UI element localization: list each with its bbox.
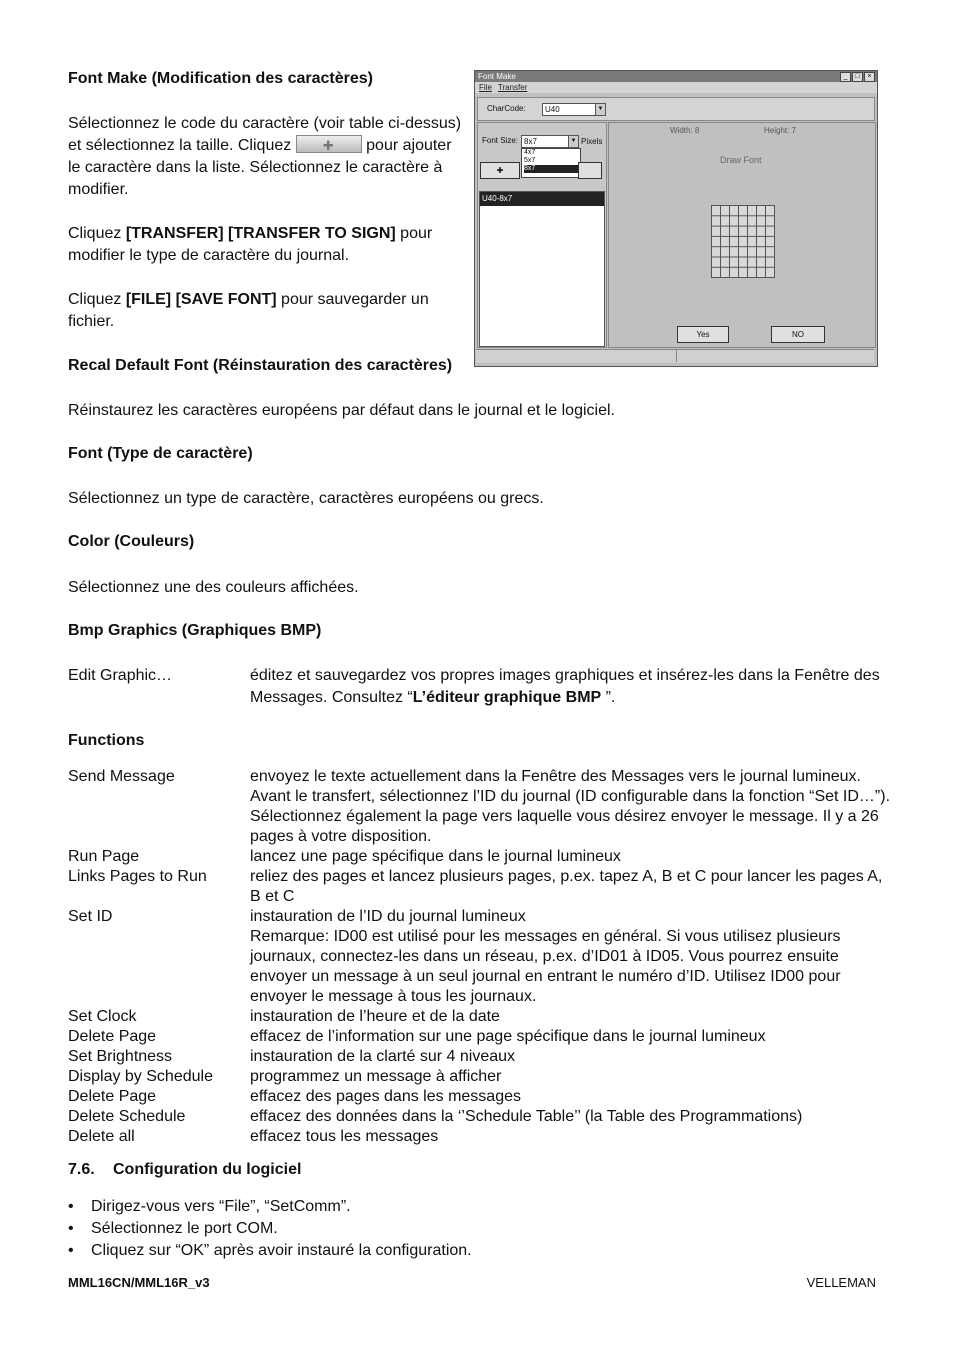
chevron-down-icon: ▼ [595,104,605,115]
function-description [250,1007,890,1027]
function-term: Links Pages to Run [68,868,207,885]
config-bullet-text: Sélectionnez le port COM. [91,1220,278,1237]
function-description-line: reliez des pages et lancez plusieurs pages, p.ex. tapez A, B et C pour lancer les pages A, [250,868,883,885]
minimize-icon: _ [840,72,851,82]
add-character-button-image [296,135,362,153]
function-description-line: instauration de l’ID du journal lumineux [250,908,526,925]
window-menubar [475,82,877,93]
menu-transfer: Transfer [497,83,528,92]
function-description [250,907,890,1007]
pixels-label: Pixels [581,137,603,146]
function-description-line: pages à votre disposition. [250,828,432,845]
function-description-line: envoyer le message à tous les journaux. [250,988,537,1005]
config-bullet-item [68,1196,472,1218]
bmp-desc-post: ”. [601,689,616,706]
function-description-line: instauration de la clarté sur 4 niveaux [250,1048,516,1065]
charcode-select [542,103,606,116]
fontmake-p1-line3: le caractère dans la liste. Sélectionnez le caractère à [68,159,443,176]
config-bullet-item [68,1218,472,1240]
charcode-value: U40 [545,105,560,114]
function-description [250,1027,890,1047]
config-bullet-text: Dirigez-vous vers “File”, “SetComm”. [91,1198,351,1215]
fontmake-p1-line2b: pour ajouter [366,137,452,154]
bmp-desc-line1: éditez et sauvegardez vos propres images graphiques et insérez-les dans la Fenêtre des [250,667,880,684]
function-description [250,867,890,907]
p3-bold: [FILE] [SAVE FONT] [125,291,277,308]
config-bullet-text: Cliquez sur “OK” après avoir instauré la configuration. [91,1242,472,1259]
function-description [250,767,890,847]
config-bullet-item [68,1240,472,1262]
bmp-desc-pre: Messages. Consultez “ [250,689,413,706]
function-description-line: Sélectionnez également la page vers laquelle vous désirez envoyer le message. Il y a 26 [250,808,879,825]
bullet-icon: • [68,1242,74,1259]
function-description-line: instauration de l’heure et de la date [250,1008,500,1025]
close-icon: × [864,72,875,82]
config-heading: Configuration du logiciel [113,1161,302,1178]
fontsize-option: 4x7 [524,149,536,156]
function-description-line: programmez un message à afficher [250,1068,502,1085]
fontmake-p1-line2: et sélectionnez la taille. Cliquez [68,137,292,154]
height-label: Height: 7 [764,126,797,135]
fontmake-heading: Font Make (Modification des caractères) [68,70,373,87]
function-description-line: journaux, connectez-les dans un réseau, p.ex. d’ID01 à ID05. Vous pourrez ensuite [250,948,839,965]
fontmake-paragraph-3 [68,289,468,333]
font-text: Sélectionnez un type de caractère, caractères européens ou grecs. [68,490,544,507]
function-description [250,1047,890,1067]
no-button: NO [771,326,825,343]
p2-bold: [TRANSFER] [TRANSFER TO SIGN] [125,225,396,242]
p2-pre: Cliquez [68,225,126,242]
config-number: 7.6. [68,1161,95,1178]
charcode-bar [477,97,875,121]
function-term: Delete Schedule [68,1108,186,1125]
footer-brand: VELLEMAN [806,1275,876,1290]
pixel-grid [711,205,775,278]
menu-file: File [479,83,492,92]
function-description-line: envoyer un message à un seul journal en entrant le numéro d’ID. Utilisez ID00 pour [250,968,841,985]
p3-line2: fichier. [68,313,115,330]
fontsize-select [521,135,579,148]
width-label: Width: 8 [670,126,700,135]
function-term: Set ID [68,908,113,925]
function-term: Set Brightness [68,1048,173,1065]
function-term: Delete all [68,1128,135,1145]
bullet-icon: • [68,1198,74,1215]
chevron-down-icon: ▼ [568,136,578,147]
window-titlebar [475,71,877,82]
function-description [250,847,890,867]
bmp-desc-bold: L’éditeur graphique BMP [412,689,602,706]
recal-text: Réinstaurez les caractères européens par défaut dans le journal et le logiciel. [68,402,615,419]
fontmake-paragraph-2 [68,223,468,267]
p3-post: pour sauvegarder un [276,291,429,308]
fontsize-dropdown-list [521,148,581,178]
function-description [250,1127,890,1147]
function-description-line: envoyez le texte actuellement dans la Fenêtre des Messages vers le journal lumineux. [250,768,861,785]
bmp-heading: Bmp Graphics (Graphiques BMP) [68,622,322,639]
fontsize-value: 8x7 [524,137,537,146]
fontmake-paragraph-1 [68,113,468,201]
function-description [250,1087,890,1107]
footer-doc-id: MML16CN/MML16R_v3 [68,1275,210,1290]
function-description-line: effacez des données dans la ‘’Schedule Table’’ (la Table des Programmations) [250,1108,803,1125]
status-bar [476,349,874,363]
bullet-icon: • [68,1220,74,1237]
draw-font-label: Draw Font [720,155,762,165]
bmp-desc [250,665,900,709]
function-description [250,1067,890,1087]
function-description-line: effacez tous les messages [250,1128,439,1145]
charcode-label: CharCode: [487,104,526,113]
function-term: Run Page [68,848,140,865]
fontsize-label: Font Size: [482,136,519,145]
character-list-item: U40-8x7 [480,192,604,206]
bmp-term: Edit Graphic… [68,667,173,684]
character-list [479,191,605,347]
fontmake-p1-line1: Sélectionnez le code du caractère (voir table ci-dessus) [68,115,462,132]
function-description-line: Avant le transfert, sélectionnez l’ID du journal (ID configurable dans la fonction “Set ID…”). [250,788,891,805]
fontmake-p1-line4: modifier. [68,181,129,198]
yes-button: Yes [677,326,729,343]
function-description-line: effacez des pages dans les messages [250,1088,521,1105]
function-term: Send Message [68,768,175,785]
window-title: Font Make [478,72,516,81]
status-divider [676,350,677,362]
remove-char-button [578,162,602,179]
recal-heading: Recal Default Font (Réinstauration des caractères) [68,357,453,374]
function-description-line: Remarque: ID00 est utilisé pour les messages en général. Si vous utilisez plusieurs [250,928,841,945]
color-heading: Color (Couleurs) [68,533,195,550]
p3-pre: Cliquez [68,291,126,308]
function-term: Set Clock [68,1008,137,1025]
color-text: Sélectionnez une des couleurs affichées. [68,579,359,596]
p2-line2: modifier le type de caractère du journal. [68,247,350,264]
function-term: Delete Page [68,1088,157,1105]
function-description-line: effacez de l’information sur une page spécifique dans le journal lumineux [250,1028,766,1045]
function-description [250,1107,890,1127]
function-description-line: lancez une page spécifique dans le journal lumineux [250,848,621,865]
plus-icon: ✚ [496,166,504,175]
add-char-button [480,162,520,179]
p2-post: pour [395,225,433,242]
config-bullets [68,1196,472,1262]
font-heading: Font (Type de caractère) [68,445,253,462]
fontsize-option-selected: 8x7 [524,165,580,173]
functions-heading: Functions [68,732,145,749]
function-description-line: B et C [250,888,295,905]
function-term: Display by Schedule [68,1068,213,1085]
function-term: Delete Page [68,1028,157,1045]
fontsize-option: 5x7 [524,157,536,164]
maximize-icon: □ [852,72,863,82]
